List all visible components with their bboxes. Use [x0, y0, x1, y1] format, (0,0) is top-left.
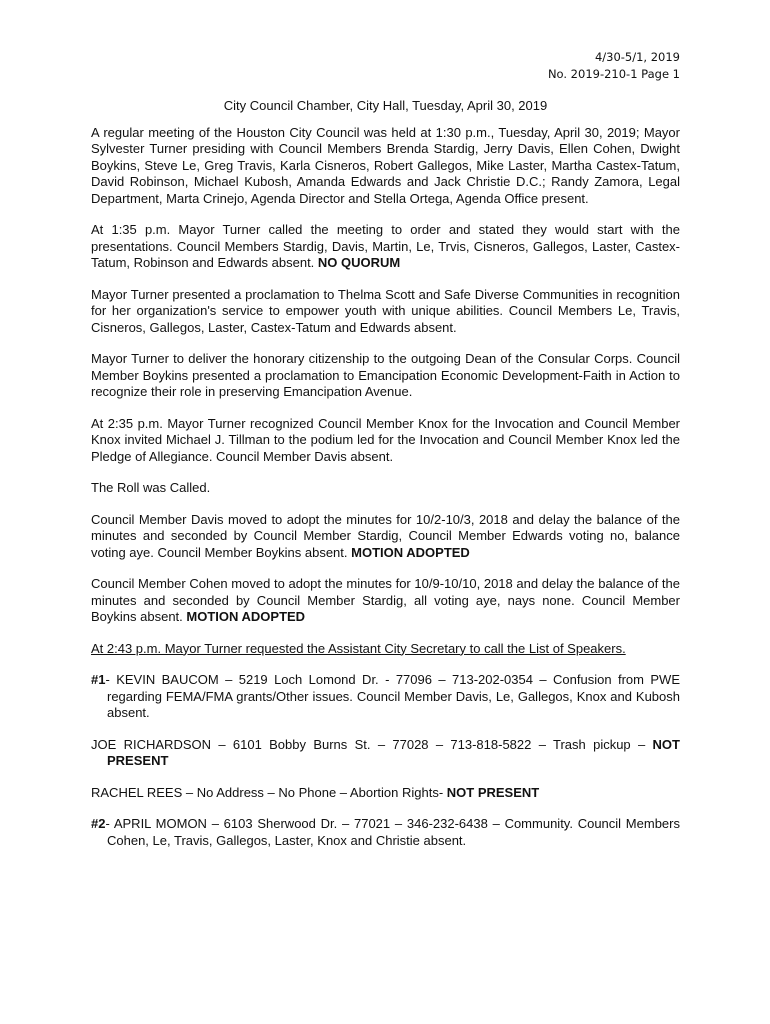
paragraph-list-of-speakers: At 2:43 p.m. Mayor Turner requested the Assistant City Secretary to call the List of Speakers. [91, 640, 626, 656]
paragraph-proclamation: Mayor Turner presented a proclamation to Thelma Scott and Safe Diverse Communities in recognition for her organization's service to empower youth with unique abilities. Council Members Le, Travis, Cisneros, Gallegos, Laster, Castex-Tatum and Edwards absent. [91, 286, 680, 335]
paragraph-meeting-opening: A regular meeting of the Houston City Council was held at 1:30 p.m., Tuesday, April 30, 2019; Mayor Sylvester Turner presiding with Council Members Brenda Stardig, Jerry Davis, Ellen Cohen, Dwight Boykins, Steve Le, Greg Travis, Karla Cisneros, Robert Gallegos, Mike Laster, Martha Castex-Tatum, David Robinson, Michael Kubosh, Amanda Edwards and Jack Christie D.C.; Randy Zamora, Legal Department, Marta Crinejo, Agenda Director and Stella Ortega, Agenda Office present. [91, 124, 680, 206]
paragraph-roll-call: The Roll was Called. [91, 480, 211, 495]
speaker-details: - KEVIN BAUCOM – 5219 Loch Lomond Dr. - 77096 – 713-202-0354 – Confusion from PWE regarding FEMA/FMA grants/Other issues. Council Member Davis, Le, Gallegos, Knox and Kubosh absent. [105, 672, 680, 720]
paragraph-call-to-order [91, 222, 680, 272]
speaker-details: RACHEL REES – No Address – No Phone – Abortion Rights- [91, 784, 447, 800]
speaker-status: NOT PRESENT [107, 736, 680, 768]
motion-2-text: Council Member Cohen moved to adopt the minutes for 10/9-10/10, 2018 and delay the balance of the minutes and seconded by Council Member Stardig, all voting aye, nays none. Council Member Boykins absent. [91, 576, 680, 624]
paragraph-honorary-citizenship: Mayor Turner to deliver the honorary citizenship to the outgoing Dean of the Consular Corps. Council Member Boykins presented a proclamation to Emancipation Economic Development-Faith in Action to recognize their role in preserving Emancipation Avenue. [91, 351, 680, 399]
motion-2-result: MOTION ADOPTED [186, 609, 306, 624]
speaker-details: - APRIL MOMON – 6103 Sherwood Dr. – 77021 – 346-232-6438 – Community. Council Members Cohen, Le, Travis, Gallegos, Laster, Knox and Christie absent. [105, 816, 680, 848]
motion-1-text: Council Member Davis moved to adopt the minutes for 10/2-10/3, 2018 and delay the balance of the minutes and seconded by Council Member Stardig, Council Member Edwards voting no, balance voting aye. Council Member Boykins absent. [91, 511, 680, 560]
document-title: City Council Chamber, City Hall, Tuesday, April 30, 2019 [223, 98, 548, 113]
speaker-entry-3 [91, 785, 680, 802]
paragraph-invocation: At 2:35 p.m. Mayor Turner recognized Council Member Knox for the Invocation and Council Member Knox invited Michael J. Tillman to the podium led for the Invocation and Council Member Knox led the Pledge of Allegiance. Council Member Davis absent. [91, 415, 680, 464]
no-quorum-label: NO QUORUM [317, 255, 401, 270]
paragraph-minutes-motion-2 [91, 576, 680, 626]
header-date-range: 4/30-5/1, 2019 [594, 50, 680, 64]
speaker-entry-1 [91, 672, 680, 722]
call-to-order-text: At 1:35 p.m. Mayor Turner called the meeting to order and stated they would start with the presentations. Council Members Stardig, Davis, Martin, Le, Trvis, Cisneros, Gallegos, Laster, Castex-Tatum, Robinson and Edwards absent. [91, 222, 680, 270]
speaker-status: NOT PRESENT [446, 784, 540, 800]
paragraph-minutes-motion-1 [91, 512, 680, 562]
speaker-number: #1 [91, 672, 106, 687]
header-doc-number: No. 2019-210-1 Page 1 [547, 67, 680, 81]
speaker-entry-4 [91, 816, 680, 849]
speaker-entry-2 [91, 737, 680, 770]
page-header [548, 49, 680, 83]
minutes-body [91, 98, 680, 849]
speaker-details: JOE RICHARDSON – 6101 Bobby Burns St. – 77028 – 713-818-5822 – Trash pickup – [91, 736, 653, 752]
speaker-number: #2 [91, 816, 106, 831]
motion-1-result: MOTION ADOPTED [351, 544, 470, 560]
